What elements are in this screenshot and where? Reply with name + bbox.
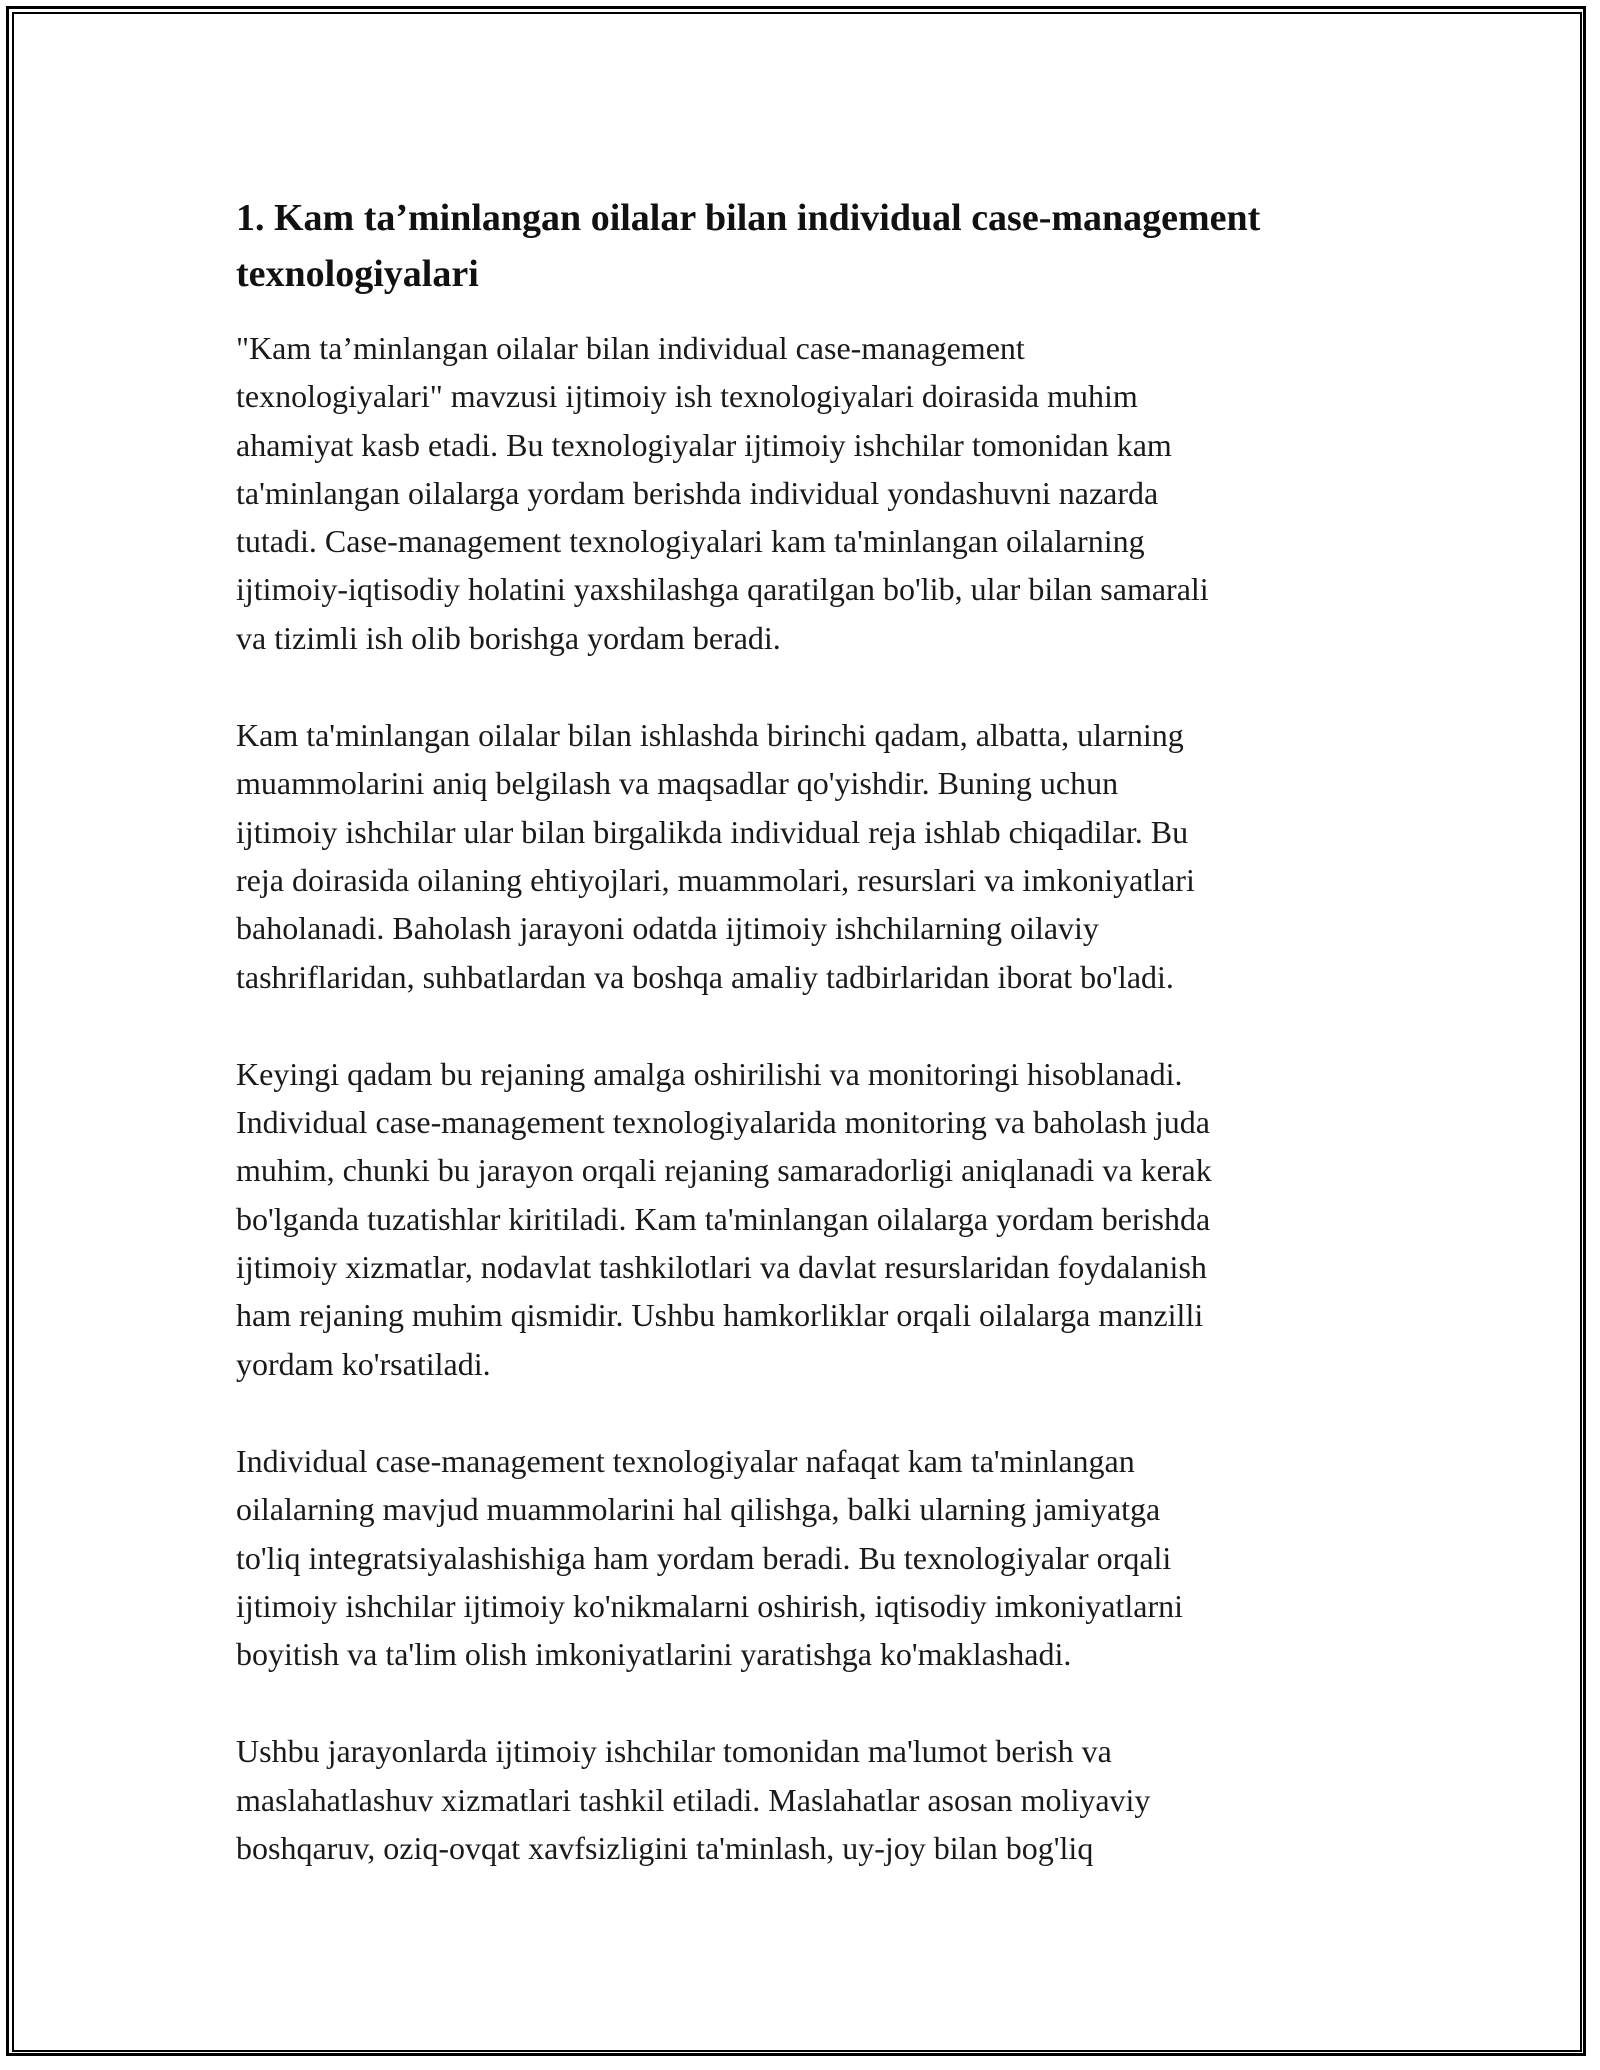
text-line: ham rejaning muhim qismidir. Ushbu hamkorliklar orqali oilalarga manzilli bbox=[236, 1297, 1204, 1334]
text-line: texnologiyalari" mavzusi ijtimoiy ish texnologiyalari doirasida muhim bbox=[236, 378, 1138, 415]
document-body bbox=[236, 190, 1376, 1921]
text-line: maslahatlashuv xizmatlari tashkil etiladi. Maslahatlar asosan moliyaviy bbox=[236, 1781, 1151, 1818]
text-line: to'liq integratsiyalashishiga ham yordam beradi. Bu texnologiyalar orqali bbox=[236, 1539, 1172, 1576]
section-title-line: texnologiyalari bbox=[236, 253, 479, 295]
paragraph-integration bbox=[236, 1437, 1376, 1678]
text-line: muhim, chunki bu jarayon orqali rejaning samaradorligi aniqlanadi va kerak bbox=[236, 1152, 1212, 1189]
text-line: va tizimli ish olib borishga yordam beradi. bbox=[236, 619, 781, 656]
text-line: muammolarini aniq belgilash va maqsadlar qo'yishdir. Buning uchun bbox=[236, 765, 1119, 802]
text-line: baholanadi. Baholash jarayoni odatda ijtimoiy ishchilarning oilaviy bbox=[236, 910, 1099, 947]
text-line: boshqaruv, oziq-ovqat xavfsizligini ta'minlash, uy-joy bilan bog'liq bbox=[236, 1830, 1094, 1867]
text-line: ijtimoiy ishchilar ijtimoiy ko'nikmalarni oshirish, iqtisodiy imkoniyatlarni bbox=[236, 1587, 1184, 1624]
paragraph-intro bbox=[236, 324, 1376, 662]
text-line: Keyingi qadam bu rejaning amalga oshirilishi va monitoringi hisoblanadi. bbox=[236, 1055, 1183, 1092]
section-title-line: 1. Kam ta’minlangan oilalar bilan individual case-management bbox=[236, 197, 1261, 239]
text-line: oilalarning mavjud muammolarini hal qilishga, balki ularning jamiyatga bbox=[236, 1491, 1161, 1528]
paragraph-first-step bbox=[236, 711, 1376, 1001]
text-line: "Kam ta’minlangan oilalar bilan individual case-management bbox=[236, 330, 1025, 366]
text-line: boyitish va ta'lim olish imkoniyatlarini yaratishga ko'maklashadi. bbox=[236, 1636, 1072, 1673]
text-line: bo'lganda tuzatishlar kiritiladi. Kam ta'minlangan oilalarga yordam berishda bbox=[236, 1200, 1211, 1237]
text-line: Ushbu jarayonlarda ijtimoiy ishchilar tomonidan ma'lumot berish va bbox=[236, 1733, 1112, 1770]
text-line: reja doirasida oilaning ehtiyojlari, muammolari, resurslari va imkoniyatlari bbox=[236, 861, 1195, 898]
section-title bbox=[236, 190, 1376, 302]
text-line: ta'minlangan oilalarga yordam berishda individual yondashuvni nazarda bbox=[236, 474, 1159, 511]
text-line: ijtimoiy ishchilar ular bilan birgalikda individual reja ishlab chiqadilar. Bu bbox=[236, 813, 1189, 850]
paragraph-next-step bbox=[236, 1050, 1376, 1388]
text-line: ijtimoiy xizmatlar, nodavlat tashkilotlari va davlat resurslaridan foydalanish bbox=[236, 1249, 1207, 1286]
text-line: Kam ta'minlangan oilalar bilan ishlashda birinchi qadam, albatta, ularning bbox=[236, 717, 1184, 754]
paragraph-consulting bbox=[236, 1727, 1376, 1872]
text-line: tutadi. Case-management texnologiyalari kam ta'minlangan oilalarning bbox=[236, 523, 1145, 560]
text-line: Individual case-management texnologiyalar nafaqat kam ta'minlangan bbox=[236, 1442, 1135, 1479]
text-line: yordam ko'rsatiladi. bbox=[236, 1345, 491, 1382]
text-line: ahamiyat kasb etadi. Bu texnologiyalar ijtimoiy ishchilar tomonidan kam bbox=[236, 426, 1172, 463]
text-line: Individual case-management texnologiyalarida monitoring va baholash juda bbox=[236, 1104, 1210, 1141]
text-line: tashriflaridan, suhbatlardan va boshqa amaliy tadbirlaridan iborat bo'ladi. bbox=[236, 958, 1174, 995]
text-line: ijtimoiy-iqtisodiy holatini yaxshilashga qaratilgan bo'lib, ular bilan samarali bbox=[236, 571, 1209, 608]
